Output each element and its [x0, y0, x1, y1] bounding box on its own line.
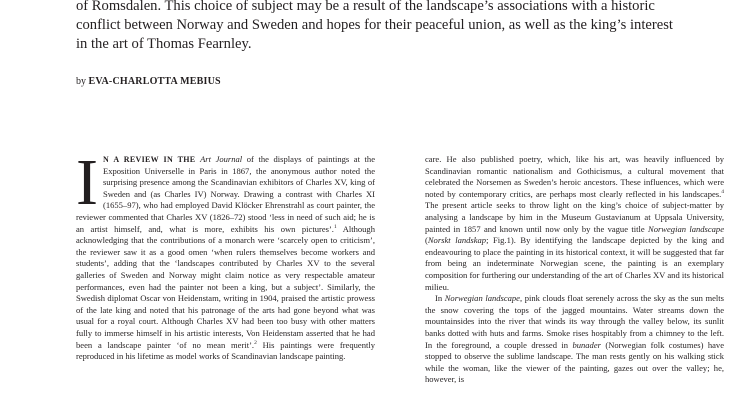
journal-title: Art Journal: [200, 154, 243, 164]
byline-prefix: by: [76, 76, 86, 87]
text-run: , pink clouds float serenely across the sky as the sun melts the snow covering the tops of the jagged mountains. Water streams down the mountainsides into the river that winds its way through the valley below, its sunlit banks dotted with huts and farms. Smoke rises hospitably from a chimney to the left. In the foreground, a couple dressed in: [425, 293, 724, 350]
paragraph-continued: [425, 154, 724, 293]
opening-paragraph: [76, 146, 376, 363]
footnote-ref-4[interactable]: 4: [721, 188, 724, 195]
painting-title: Norwegian landscape: [648, 223, 724, 234]
text-run: (: [425, 235, 428, 246]
opening-smallcaps: N A REVIEW IN THE: [102, 155, 196, 164]
article-column-left: [76, 146, 376, 363]
text-run: (Norwegian folk costumes) have stopped to observe the sublime landscape. The man rests gently on his walking stick while the woman, like the viewer of the painting, gazes out over the valley; he, however, is: [425, 339, 724, 385]
text-run: care. He also published poetry, which, like his art, was heavily influenced by Scandinavian romantic nationalism and Gothicismus, a cultural movement that celebrated the Norsemen as Sweden’s heroic ancestors. These influences, which were noted by contemporary critics, are perhaps most clearly reflected in his landscapes.: [425, 154, 724, 199]
text-run: His paintings were frequently reproduced in his lifetime as model works of Scandinavian landscape painting.: [76, 339, 375, 362]
intro-line-2: conflict between Norway and Sweden and hopes for their peaceful union, as well as the king’s interest: [76, 17, 673, 33]
text-run: Although acknowledging that the contributions of a monarch were ‘scarcely open to criticism’, the reviewer saw it as a good omen ‘when rulers themselves become workers and students’, adding that the ‘landscapes contributed by Charles XV to the several galleries of Sweden and Norway might claim notice as very respectable amateur performances, even had the painter not been a king, but a subject’. Similarly, the Swedish diplomat Oscar von Heidenstam, writing in 1904, praised the artistic prowess of the late king and noted that his patronage of the arts had gone beyond what was usual for a royal court. Although Charles XV had been too busy with other matters fully to immerse himself in his artistic interests, Von Heidenstam asserted that he had been a landscape painter ‘of no mean merit’.: [76, 223, 375, 350]
article-column-right: [425, 154, 724, 386]
text-run: of the displays of paintings at the Exposition Universelle in Paris in 1867, the anonymous author noted the surprising presence among the Scandinavian exhibitors of Charles XV, king of Sweden and (as Charles IV) Norway. Drawing a contrast with Charles XI (1655–97), who had employed David Klöcker Ehrenstrahl as court painter, the reviewer commented that Charles XV (1826–72) stood ‘less in need of such aid; he is an artist himself, and, what is more, exhibits his own pictures’.: [76, 154, 376, 234]
text-run: ; Fig.1). By identifying the landscape depicted by the king and endeavouring to place the painting in its historical context, it will be suggested that far from being an indeterminate Norwegian scene, the painting is an exemplary composition for furthering our understanding of the art of Charles XV and its historical milieu.: [425, 235, 724, 292]
intro-line-3: in the art of Thomas Fearnley.: [76, 36, 252, 52]
text-run: In: [435, 293, 445, 304]
painting-title: Norwegian landscape: [444, 293, 520, 304]
text-run: The present article seeks to throw light on the king’s choice of subject-matter by analysing a landscape by him in the Museum Gustavianum at Uppsala University, painted in 1857 and known until now only by the vague title: [425, 200, 724, 234]
author-name: EVA-CHARLOTTA MEBIUS: [88, 76, 221, 87]
drop-cap: I: [76, 146, 98, 219]
intro-line-1: of Romsdalen. This choice of subject may be a result of the landscape’s associations with a historic: [76, 0, 655, 14]
byline: [76, 76, 221, 88]
introduction-text: [76, 0, 724, 54]
footnote-ref-2[interactable]: 2: [254, 339, 257, 346]
footnote-ref-1[interactable]: 1: [333, 223, 337, 230]
term-bunader: bunader: [572, 339, 601, 350]
painting-title-norwegian: Norskt landskap: [427, 235, 487, 246]
paragraph-description: [425, 293, 724, 386]
